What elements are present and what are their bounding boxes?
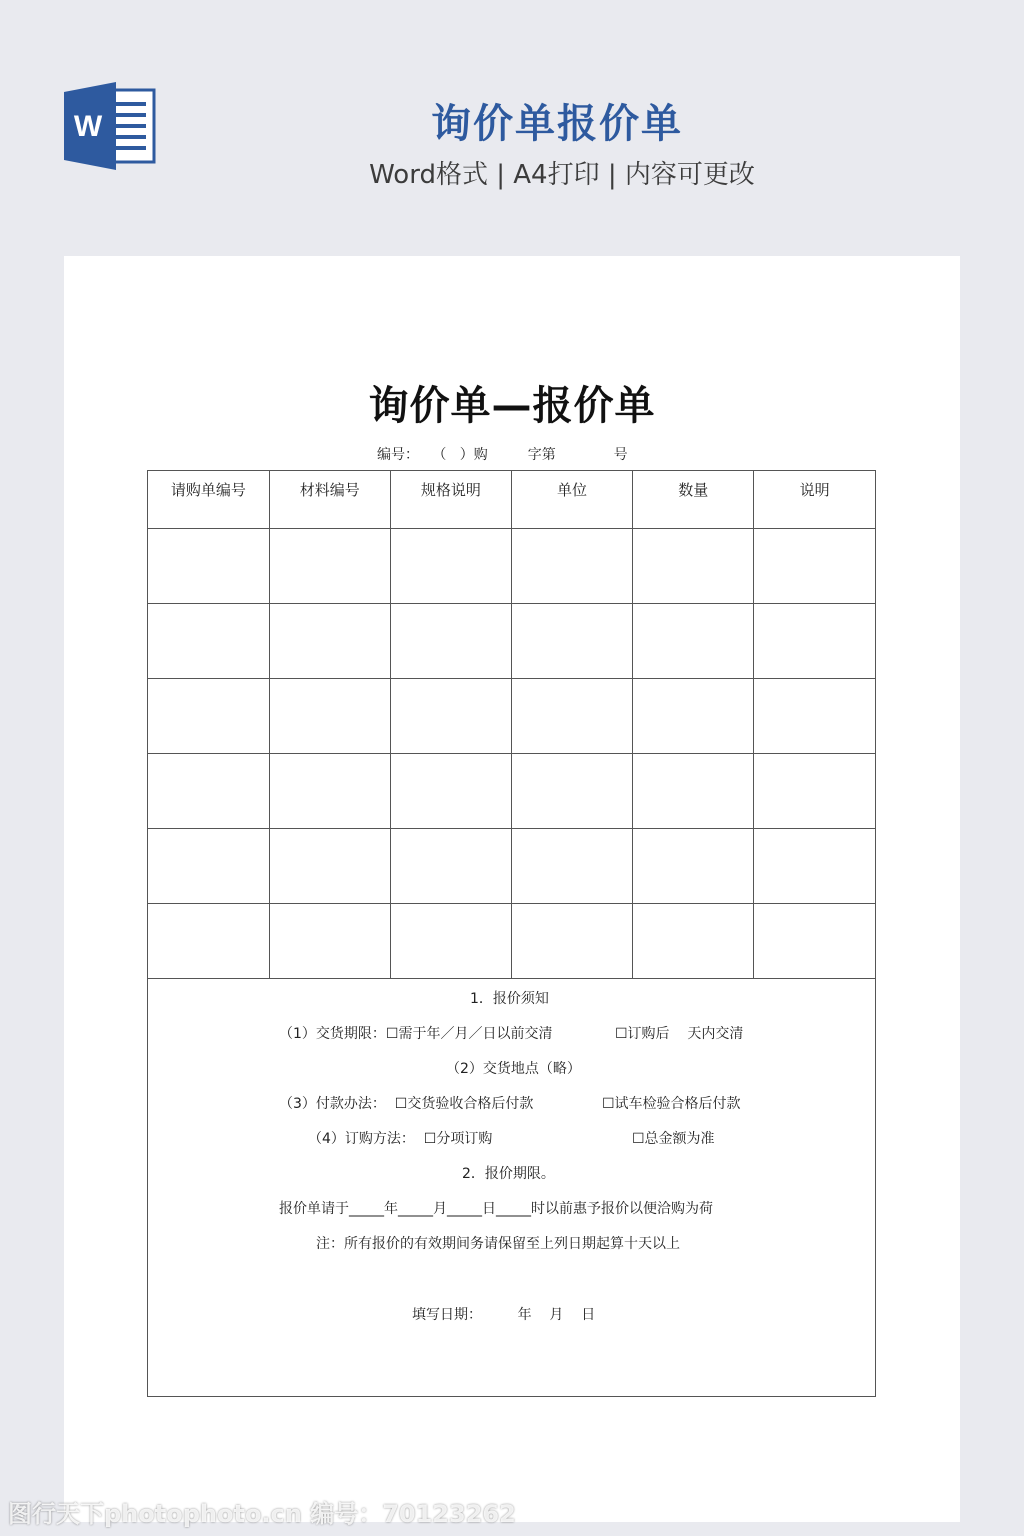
table-cell[interactable] (269, 754, 390, 829)
payment-line: （3）付款办法： ☐交货验收合格后付款 (279, 1096, 534, 1112)
delivery-place-line: （2）交货地点（略） (446, 1061, 581, 1077)
word-logo-letter: W (73, 110, 103, 143)
order-method-option: ☐总金额为准 (632, 1131, 715, 1147)
table-row (148, 679, 875, 754)
validity-remark: 注：所有报价的有效期间务请保留至上列日期起算十天以上 (316, 1236, 680, 1252)
inquiry-form (147, 470, 876, 1397)
table-cell[interactable] (269, 679, 390, 754)
table-cell[interactable] (511, 829, 632, 904)
fill-date-line: 填写日期： 年 月 日 (412, 1307, 596, 1323)
document-page (64, 256, 960, 1522)
table-cell[interactable] (633, 904, 754, 979)
table-cell[interactable] (754, 604, 875, 679)
table-cell[interactable] (511, 754, 632, 829)
notes-heading-1: 1．报价须知 (470, 991, 549, 1007)
delivery-term-option: ☐订购后 天内交清 (615, 1026, 744, 1042)
page-title: 询价单报价单 (431, 101, 683, 147)
column-header: 规格说明 (390, 471, 511, 529)
items-table (148, 471, 875, 979)
table-cell[interactable] (511, 679, 632, 754)
table-cell[interactable] (390, 604, 511, 679)
table-cell[interactable] (148, 679, 269, 754)
document-number-line: 编号： （ ）购 字第 号 (377, 447, 628, 463)
table-cell[interactable] (754, 904, 875, 979)
table-cell[interactable] (511, 529, 632, 604)
table-cell[interactable] (633, 529, 754, 604)
table-cell[interactable] (633, 829, 754, 904)
table-cell[interactable] (390, 904, 511, 979)
table-cell[interactable] (633, 754, 754, 829)
table-cell[interactable] (390, 829, 511, 904)
table-cell[interactable] (511, 604, 632, 679)
column-header: 材料编号 (269, 471, 390, 529)
table-cell[interactable] (390, 754, 511, 829)
column-header: 数量 (633, 471, 754, 529)
watermark: 图行天下photophoto.cn 编号：70123262 (8, 1500, 516, 1528)
table-row (148, 529, 875, 604)
table-row (148, 904, 875, 979)
table-cell[interactable] (754, 529, 875, 604)
document-title: 询价单—报价单 (368, 383, 656, 429)
table-cell[interactable] (269, 529, 390, 604)
table-cell[interactable] (390, 679, 511, 754)
table-cell[interactable] (269, 604, 390, 679)
table-cell[interactable] (269, 904, 390, 979)
table-cell[interactable] (269, 829, 390, 904)
table-cell[interactable] (148, 604, 269, 679)
notes-heading-2: 2．报价期限。 (462, 1166, 555, 1182)
payment-option: ☐试车检验合格后付款 (602, 1096, 741, 1112)
table-cell[interactable] (148, 904, 269, 979)
table-cell[interactable] (148, 754, 269, 829)
table-row (148, 604, 875, 679)
quote-deadline-line: 报价单请于_____年_____月_____日_____时以前惠予报价以便洽购为荷 (279, 1201, 713, 1217)
delivery-term-line: （1）交货期限：☐需于年／月／日以前交清 (279, 1026, 553, 1042)
table-cell[interactable] (633, 604, 754, 679)
table-cell[interactable] (511, 904, 632, 979)
order-method-line: （4）订购方法： ☐分项订购 (308, 1131, 493, 1147)
table-cell[interactable] (148, 529, 269, 604)
table-header-row (148, 471, 875, 529)
table-row (148, 829, 875, 904)
table-cell[interactable] (754, 829, 875, 904)
column-header: 请购单编号 (148, 471, 269, 529)
column-header: 单位 (511, 471, 632, 529)
table-cell[interactable] (754, 754, 875, 829)
table-cell[interactable] (754, 679, 875, 754)
table-cell[interactable] (633, 679, 754, 754)
column-header: 说明 (754, 471, 875, 529)
page-subtitle: Word格式 | A4打印 | 内容可更改 (369, 160, 755, 190)
table-row (148, 754, 875, 829)
table-cell[interactable] (148, 829, 269, 904)
table-cell[interactable] (390, 529, 511, 604)
